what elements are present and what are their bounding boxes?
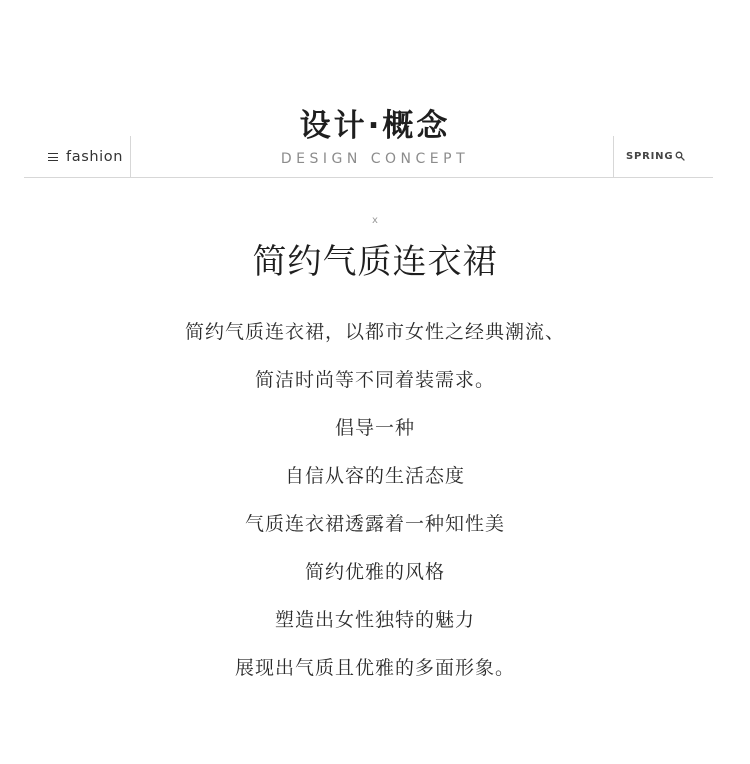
description-line: 展现出气质且优雅的多面形象。 xyxy=(234,657,515,679)
header-rule xyxy=(24,177,713,178)
search-icon xyxy=(675,151,685,161)
description-line: 自信从容的生活态度 xyxy=(284,465,465,487)
description-line: 简洁时尚等不同着装需求。 xyxy=(254,369,495,391)
description-line: 简约优雅的风格 xyxy=(304,561,445,583)
description-line: 倡导一种 xyxy=(334,417,415,439)
description-text xyxy=(0,318,750,702)
header-divider-right xyxy=(613,136,614,177)
page-title: 设计·概念 xyxy=(299,108,451,144)
page-header xyxy=(0,0,750,180)
fashion-menu-label: fashion xyxy=(66,149,124,165)
section-marker: x xyxy=(372,215,378,226)
description-line: 塑造出女性独特的魅力 xyxy=(274,609,475,631)
product-title: 简约气质连衣裙 xyxy=(252,242,498,282)
spring-search-button[interactable] xyxy=(626,148,685,164)
page-subtitle: DESIGN CONCEPT xyxy=(280,151,470,167)
description-line: 气质连衣裙透露着一种知性美 xyxy=(244,513,505,535)
description-line: 简约气质连衣裙，以都市女性之经典潮流、 xyxy=(184,321,565,343)
spring-label: SPRING xyxy=(626,150,674,162)
